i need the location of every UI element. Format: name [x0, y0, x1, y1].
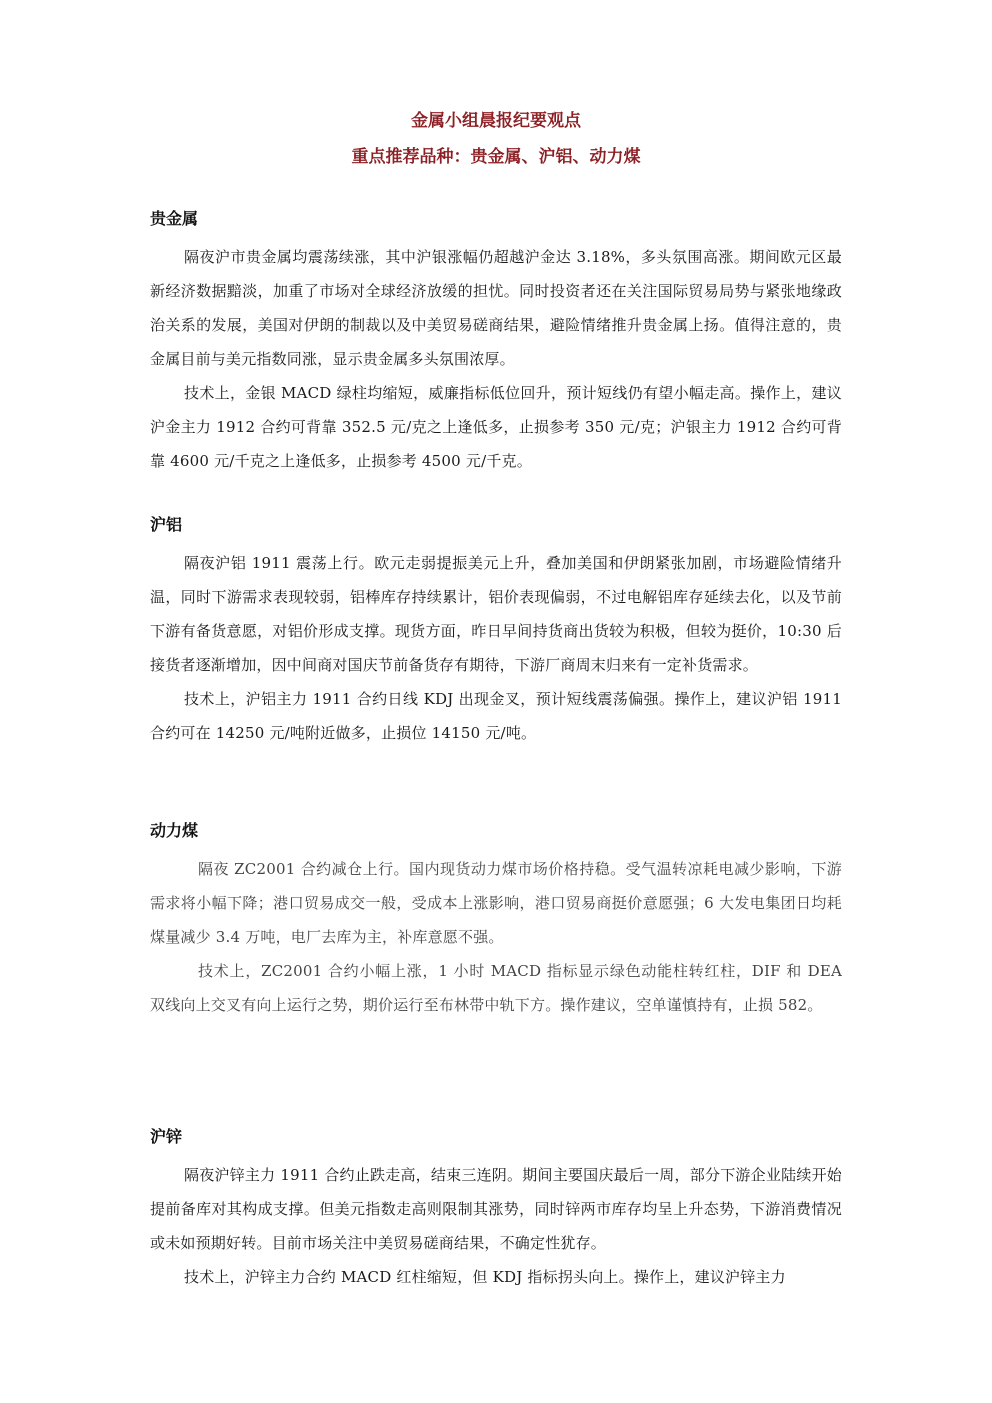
paragraph: 技术上，沪铝主力 1911 合约日线 KDJ 出现金叉，预计短线震荡偏强。操作上，建议沪铝 1911 合约可在 14250 元/吨附近做多，止损位 14150 元/吨。 — [150, 690, 842, 742]
section-heading: 沪铝 — [150, 515, 183, 534]
section-zinc — [150, 1126, 842, 1294]
section-heading: 贵金属 — [150, 209, 199, 228]
paragraph: 技术上，沪锌主力合约 MACD 红柱缩短，但 KDJ 指标拐头向上。操作上，建议沪锌主力 — [184, 1268, 786, 1286]
document-title: 金属小组晨报纪要观点 — [411, 111, 581, 131]
section-heading: 沪锌 — [150, 1127, 183, 1146]
paragraph: 隔夜沪铝 1911 震荡上行。欧元走弱提振美元上升，叠加美国和伊朗紧张加剧，市场避险情绪升温，同时下游需求表现较弱，铝棒库存持续累计，铝价表现偏弱，不过电解铝库存延续去化，以及节前下游有备货意愿，对铝价形成支撑。现货方面，昨日早间持货商出货较为积极，但较为挺价，10:30 后接货者逐渐增加，因中间商对国庆节前备货存有期待，下游厂商周末归来有一定补货需求。 — [150, 554, 842, 674]
section-thermal-coal — [150, 820, 842, 1022]
section-heading: 动力煤 — [150, 821, 199, 840]
paragraph: 隔夜沪锌主力 1911 合约止跌走高，结束三连阴。期间主要国庆最后一周，部分下游企业陆续开始提前备库对其构成支撑。但美元指数走高则限制其涨势，同时锌两市库存均呈上升态势，下游消费情况或未如预期好转。目前市场关注中美贸易磋商结果，不确定性犹存。 — [150, 1166, 842, 1252]
section-precious-metals — [150, 208, 842, 478]
paragraph: 隔夜沪市贵金属均震荡续涨，其中沪银涨幅仍超越沪金达 3.18%，多头氛围高涨。期间欧元区最新经济数据黯淡，加重了市场对全球经济放缓的担忧。同时投资者还在关注国际贸易局势与紧张地缘政治关系的发展，美国对伊朗的制裁以及中美贸易磋商结果，避险情绪推升贵金属上扬。值得注意的，贵金属目前与美元指数同涨，显示贵金属多头氛围浓厚。 — [150, 248, 842, 368]
paragraph: 技术上，ZC2001 合约小幅上涨，1 小时 MACD 指标显示绿色动能柱转红柱，DIF 和 DEA 双线向上交叉有向上运行之势，期价运行至布林带中轨下方。操作建议，空单谨慎持有，止损 582。 — [150, 962, 842, 1014]
paragraph: 隔夜 ZC2001 合约减仓上行。国内现货动力煤市场价格持稳。受气温转凉耗电减少影响，下游需求将小幅下降；港口贸易成交一般，受成本上涨影响，港口贸易商挺价意愿强；6 大发电集团日均耗煤量减少 3.4 万吨，电厂去库为主，补库意愿不强。 — [150, 860, 842, 946]
document-subtitle: 重点推荐品种：贵金属、沪铝、动力煤 — [351, 147, 641, 167]
section-aluminum — [150, 514, 842, 750]
paragraph: 技术上，金银 MACD 绿柱均缩短，威廉指标低位回升，预计短线仍有望小幅走高。操作上，建议沪金主力 1912 合约可背靠 352.5 元/克之上逢低多，止损参考 350 元/克；沪银主力 1912 合约可背靠 4600 元/千克之上逢低多，止损参考 4500 元/千克。 — [150, 384, 842, 470]
